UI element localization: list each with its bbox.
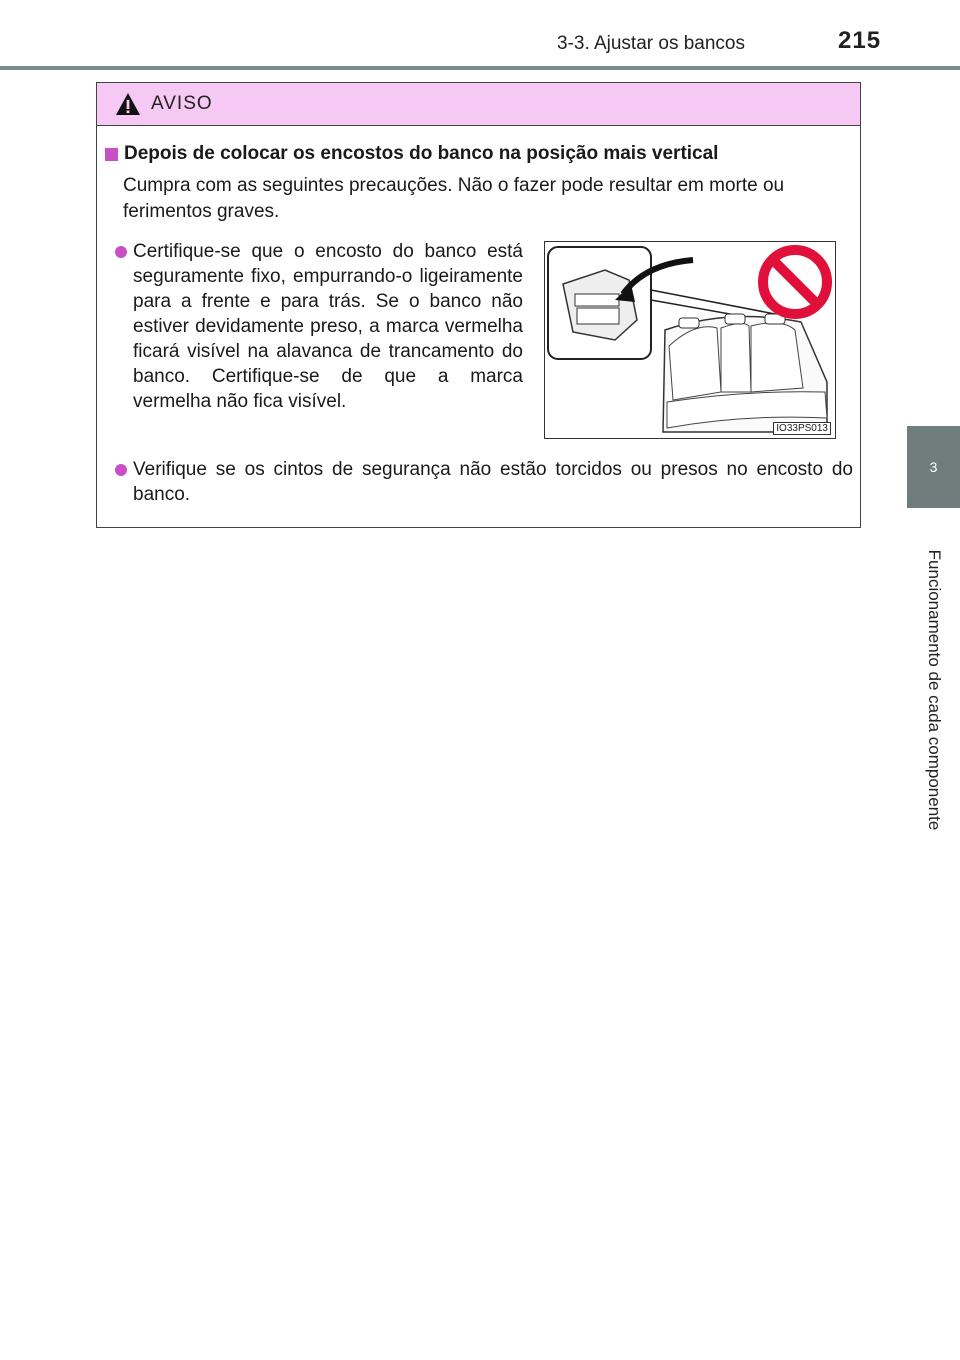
warning-title: AVISO bbox=[151, 93, 213, 114]
warning-box bbox=[96, 82, 861, 528]
square-bullet-icon bbox=[105, 148, 118, 161]
round-bullet-icon bbox=[115, 246, 127, 258]
page-number: 215 bbox=[838, 27, 882, 54]
seat-latch-illustration bbox=[545, 242, 835, 438]
figure-code: IO33PS013 bbox=[773, 422, 831, 435]
bullet-text: Certifique-se que o encosto do banco está seguramente fixo, empurrando-o ligeiramente para a frente e para trás. Se o banco não estiver devidamente preso, a marca vermelha ficará visível na alavanca de trancamento do banco. Certifique-se de que a marca vermelha não fica visível. bbox=[133, 241, 523, 412]
round-bullet-icon bbox=[115, 464, 127, 476]
header-rule bbox=[0, 66, 960, 70]
section-heading bbox=[105, 143, 718, 165]
warning-header bbox=[97, 83, 860, 126]
chapter-tab bbox=[907, 426, 960, 508]
warning-triangle-icon bbox=[115, 92, 141, 116]
bullet-item bbox=[115, 457, 853, 507]
section-heading-text: Depois de colocar os encostos do banco na posição mais vertical bbox=[124, 143, 719, 164]
seat-illustration bbox=[544, 241, 836, 439]
bullet-item bbox=[115, 239, 523, 414]
chapter-label: Funcionamento de cada componente bbox=[925, 549, 944, 831]
section-intro: Cumpra com as seguintes precauções. Não o fazer pode resultar em morte ou ferimentos graves. bbox=[123, 175, 785, 222]
header-section-title: 3-3. Ajustar os bancos bbox=[557, 33, 745, 54]
bullet-text: Verifique se os cintos de segurança não estão torcidos ou presos no encosto do banco. bbox=[133, 459, 853, 505]
chapter-number: 3 bbox=[929, 459, 938, 475]
